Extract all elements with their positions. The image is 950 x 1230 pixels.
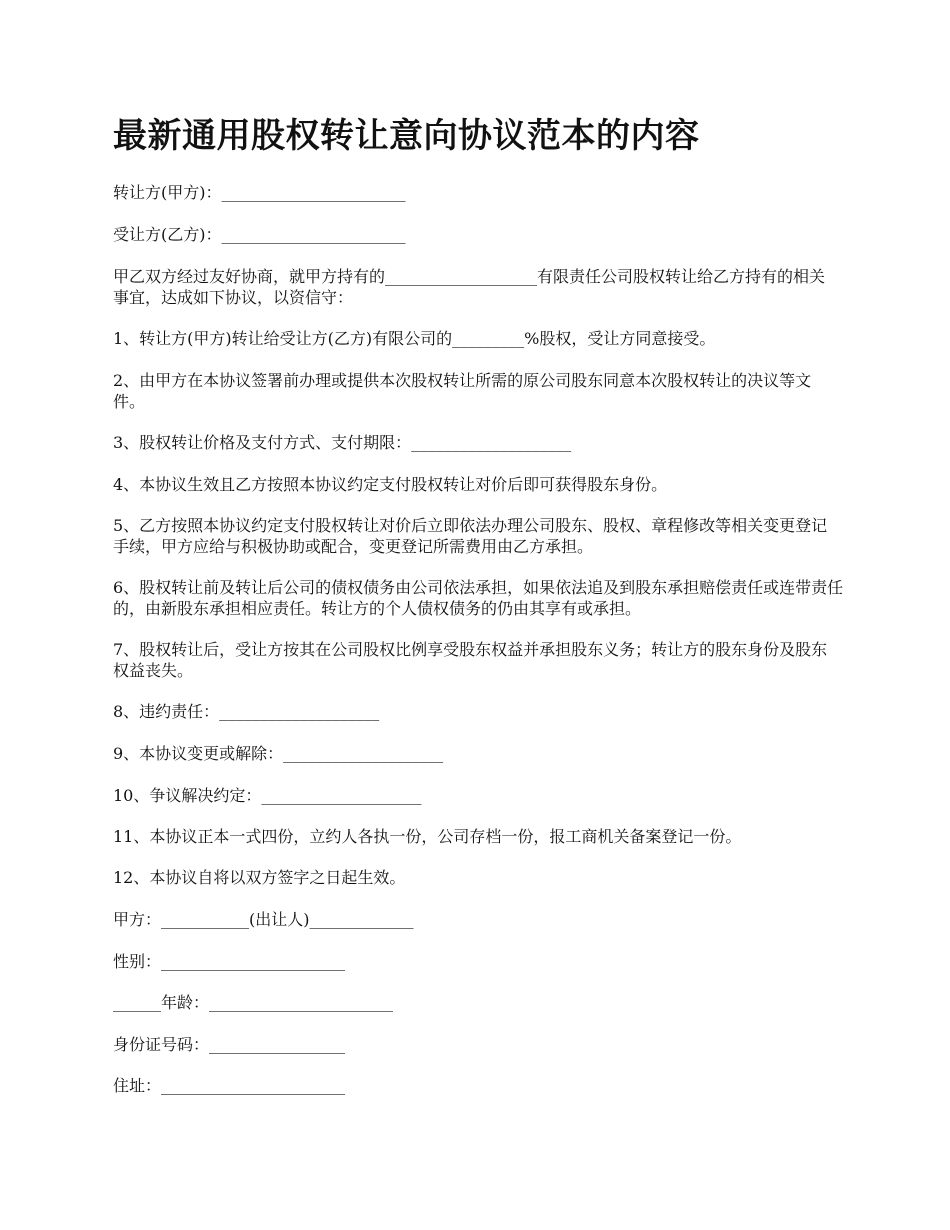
age-line: ______年龄：_______________________	[113, 993, 394, 1012]
clause-4: 4、本协议生效且乙方按照本协议约定支付股权转让对价后即可获得股东身份。	[113, 475, 668, 494]
clause-12: 12、本协议自将以双方签字之日起生效。	[113, 868, 406, 887]
clause-9: 9、本协议变更或解除：____________________	[113, 744, 444, 763]
id-number-line: 身份证号码：_________________	[113, 1035, 346, 1054]
clause-5: 5、乙方按照本协议约定支付股权转让对价后立即依法办理公司股东、股权、章程修改等相关变更登记手续，甲方应给与积极协助或配合，变更登记所需费用由乙方承担。	[113, 516, 828, 556]
clause-2: 2、由甲方在本协议签署前办理或提供本次股权转让所需的原公司股东同意本次股权转让的决议等文件。	[113, 371, 812, 411]
clause-7: 7、股权转让后，受让方按其在公司股权比例享受股东权益并承担股东义务；转让方的股东身份及股东权益丧失。	[113, 640, 828, 680]
clause-8: 8、违约责任：____________________	[113, 702, 380, 721]
clause-1: 1、转让方(甲方)转让给受让方(乙方)有限公司的_________%股权，受让方同意接受。	[113, 329, 716, 348]
gender-line: 性别：_______________________	[113, 952, 346, 971]
clause-10: 10、争议解决约定：____________________	[113, 786, 422, 805]
party-a-signature-line: 甲方：___________(出让人)_____________	[113, 910, 414, 929]
clause-6: 6、股权转让前及转让后公司的债权债务由公司依法承担，如果依法追及到股东承担赔偿责任或连带责任的，由新股东承担相应责任。转让方的个人债权债务的仍由其享有或承担。	[113, 578, 844, 618]
transferor-line: 转让方(甲方)：_______________________	[113, 183, 406, 202]
clause-11: 11、本协议正本一式四份，立约人各执一份，公司存档一份，报工商机关备案登记一份。	[113, 827, 742, 846]
address-line: 住址：_______________________	[113, 1076, 346, 1095]
preamble-paragraph: 甲乙双方经过友好协商，就甲方持有的___________________有限责任公司股权转让给乙方持有的相关事宜，达成如下协议，以资信守：	[113, 267, 826, 307]
document-title: 最新通用股权转让意向协议范本的内容	[113, 116, 700, 156]
transferee-line: 受让方(乙方)：_______________________	[113, 225, 406, 244]
clause-3: 3、股权转让价格及支付方式、支付期限：____________________	[113, 433, 572, 452]
